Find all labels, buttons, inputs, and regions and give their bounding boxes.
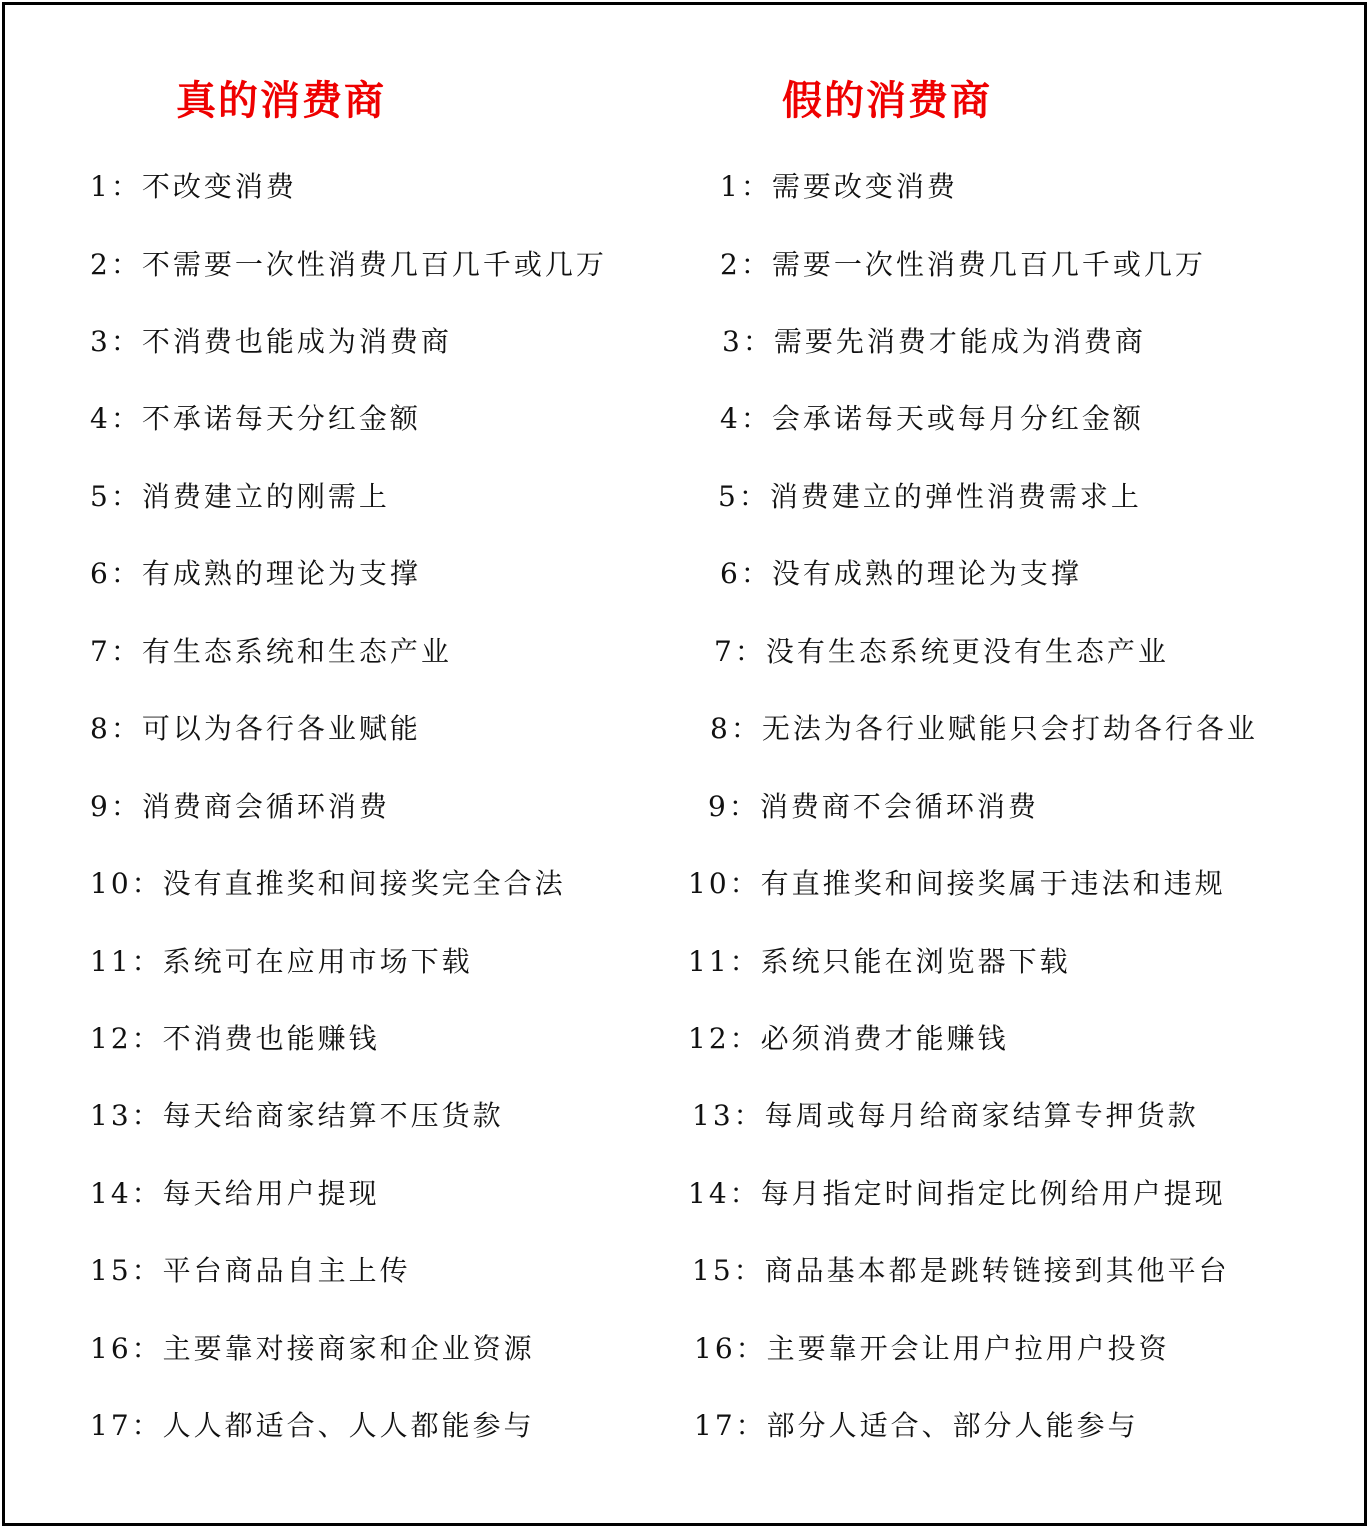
real-item-6: 6：有成熟的理论为支撑	[90, 557, 421, 590]
fake-item-1: 1：需要改变消费	[720, 170, 958, 203]
fake-item-2: 2：需要一次性消费几百几千或几万	[720, 248, 1206, 281]
real-item-9: 9：消费商会循环消费	[90, 790, 390, 823]
real-item-8: 8：可以为各行各业赋能	[90, 712, 421, 745]
comparison-frame	[2, 2, 1367, 1526]
real-item-13: 13：每天给商家结算不压货款	[90, 1099, 504, 1132]
real-consumer-merchant-title: 真的消费商	[176, 77, 386, 124]
real-item-12: 12：不消费也能赚钱	[90, 1022, 380, 1055]
fake-consumer-merchant-title: 假的消费商	[782, 77, 992, 124]
fake-item-5: 5：消费建立的弹性消费需求上	[718, 480, 1142, 513]
fake-item-16: 16：主要靠开会让用户拉用户投资	[694, 1332, 1170, 1365]
real-item-14: 14：每天给用户提现	[90, 1177, 380, 1210]
real-item-11: 11：系统可在应用市场下载	[90, 945, 473, 978]
real-item-1: 1：不改变消费	[90, 170, 297, 203]
fake-item-6: 6：没有成熟的理论为支撑	[720, 557, 1082, 590]
fake-item-13: 13：每周或每月给商家结算专押货款	[692, 1099, 1199, 1132]
real-item-4: 4：不承诺每天分红金额	[90, 402, 421, 435]
fake-item-10: 10：有直推奖和间接奖属于违法和违规	[688, 867, 1226, 900]
fake-item-8: 8：无法为各行业赋能只会打劫各行各业	[710, 712, 1258, 745]
real-item-7: 7：有生态系统和生态产业	[90, 635, 452, 668]
fake-item-4: 4：会承诺每天或每月分红金额	[720, 402, 1144, 435]
fake-item-17: 17：部分人适合、部分人能参与	[694, 1409, 1139, 1442]
real-item-10: 10：没有直推奖和间接奖完全合法	[90, 867, 566, 900]
real-item-3: 3：不消费也能成为消费商	[90, 325, 452, 358]
real-item-5: 5：消费建立的刚需上	[90, 480, 390, 513]
fake-item-12: 12：必须消费才能赚钱	[688, 1022, 1009, 1055]
real-item-2: 2：不需要一次性消费几百几千或几万	[90, 248, 607, 281]
real-item-16: 16：主要靠对接商家和企业资源	[90, 1332, 535, 1365]
fake-item-11: 11：系统只能在浏览器下载	[688, 945, 1071, 978]
fake-item-3: 3：需要先消费才能成为消费商	[722, 325, 1146, 358]
real-item-15: 15：平台商品自主上传	[90, 1254, 411, 1287]
fake-item-14: 14：每月指定时间指定比例给用户提现	[688, 1177, 1226, 1210]
real-item-17: 17：人人都适合、人人都能参与	[90, 1409, 535, 1442]
fake-item-15: 15：商品基本都是跳转链接到其他平台	[692, 1254, 1230, 1287]
fake-item-7: 7：没有生态系统更没有生态产业	[714, 635, 1169, 668]
fake-item-9: 9：消费商不会循环消费	[708, 790, 1039, 823]
